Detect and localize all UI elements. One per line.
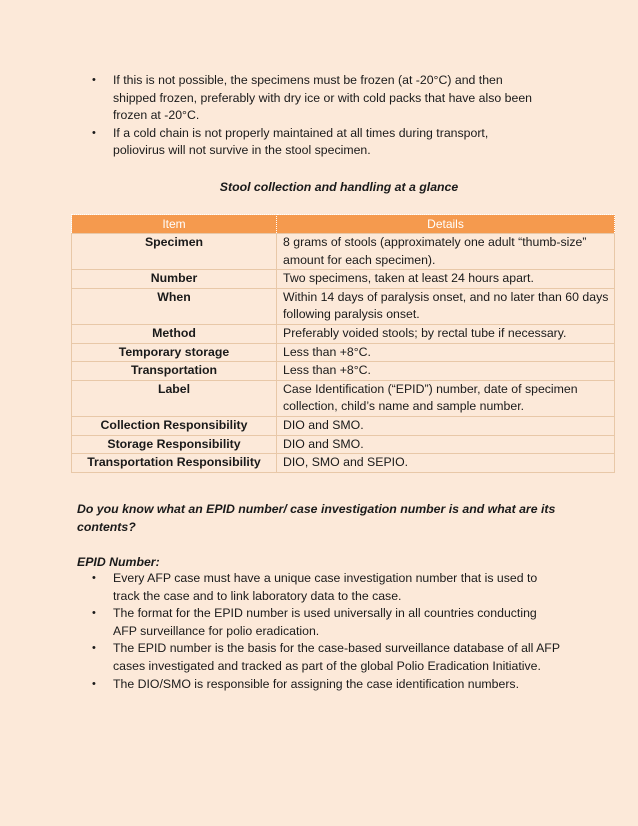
- column-header-item: Item: [72, 215, 277, 234]
- row-item-cell: Specimen: [72, 234, 277, 270]
- row-details-cell: Less than +8°C.: [277, 362, 615, 381]
- epid-bullet-list: [92, 570, 562, 693]
- row-item-cell: Transportation Responsibility: [72, 454, 277, 473]
- table-row: [72, 234, 615, 270]
- row-item-cell: When: [72, 288, 277, 324]
- bullet-text: The DIO/SMO is responsible for assigning the case identification numbers.: [113, 676, 519, 691]
- table-row: [72, 324, 615, 343]
- bullet-icon: •: [92, 642, 96, 655]
- table-row: [72, 362, 615, 381]
- bullet-text: The format for the EPID number is used universally in all countries conducting AFP surveillance for polio eradication.: [113, 606, 537, 638]
- row-details-cell: Less than +8°C.: [277, 343, 615, 362]
- row-details-cell: Preferably voided stools; by rectal tube if necessary.: [277, 324, 615, 343]
- row-details-cell: 8 grams of stools (approximately one adult “thumb-size” amount for each specimen).: [277, 234, 615, 270]
- bullet-text: If this is not possible, the specimens must be frozen (at -20°C) and then shipped frozen, preferably with dry ice or with cold packs that have also been frozen at -20°C.: [113, 73, 533, 123]
- table-row: [72, 454, 615, 473]
- row-details-cell: Two specimens, taken at least 24 hours apart.: [277, 270, 615, 289]
- stool-collection-table: [71, 214, 615, 473]
- row-details-cell: DIO and SMO.: [277, 416, 615, 435]
- row-item-cell: Collection Responsibility: [72, 416, 277, 435]
- bullet-icon: •: [92, 607, 96, 620]
- row-item-cell: Method: [72, 324, 277, 343]
- bullet-text: The EPID number is the basis for the case-based surveillance database of all AFP cases investigated and tracked as part of the global Polio Eradication Initiative.: [113, 641, 560, 673]
- row-details-cell: Within 14 days of paralysis onset, and no later than 60 days following paralysis onset.: [277, 288, 615, 324]
- cold-chain-bullet-list: [92, 72, 532, 160]
- epid-number-heading: EPID Number:: [77, 555, 160, 569]
- table-row: [72, 288, 615, 324]
- row-item-cell: Storage Responsibility: [72, 435, 277, 454]
- list-item: [92, 72, 532, 125]
- row-details-cell: Case Identification (“EPID”) number, date of specimen collection, child’s name and sample number.: [277, 380, 615, 416]
- bullet-icon: •: [92, 126, 96, 139]
- table-row: [72, 416, 615, 435]
- list-item: [92, 570, 562, 605]
- table-row: [72, 343, 615, 362]
- row-item-cell: Label: [72, 380, 277, 416]
- row-details-cell: DIO, SMO and SEPIO.: [277, 454, 615, 473]
- bullet-icon: •: [92, 74, 96, 86]
- bullet-icon: •: [92, 677, 96, 690]
- bullet-icon: •: [92, 572, 96, 584]
- row-item-cell: Temporary storage: [72, 343, 277, 362]
- list-item: [92, 605, 562, 640]
- table-header-row: [72, 215, 615, 234]
- row-item-cell: Transportation: [72, 362, 277, 381]
- row-item-cell: Number: [72, 270, 277, 289]
- column-header-details: Details: [277, 215, 615, 234]
- bullet-text: Every AFP case must have a unique case investigation number that is used to track the case and to link laboratory data to the case.: [113, 571, 538, 603]
- row-details-cell: DIO and SMO.: [277, 435, 615, 454]
- table-row: [72, 435, 615, 454]
- table-caption: Stool collection and handling at a glance: [219, 180, 459, 194]
- table-row: [72, 270, 615, 289]
- bullet-text: If a cold chain is not properly maintained at all times during transport, poliovirus will not survive in the stool specimen.: [113, 125, 489, 158]
- list-item: [92, 676, 562, 694]
- epid-question-heading: Do you know what an EPID number/ case investigation number is and what are its contents?: [77, 502, 556, 534]
- list-item: [92, 125, 532, 160]
- table-row: [72, 380, 615, 416]
- list-item: [92, 640, 562, 675]
